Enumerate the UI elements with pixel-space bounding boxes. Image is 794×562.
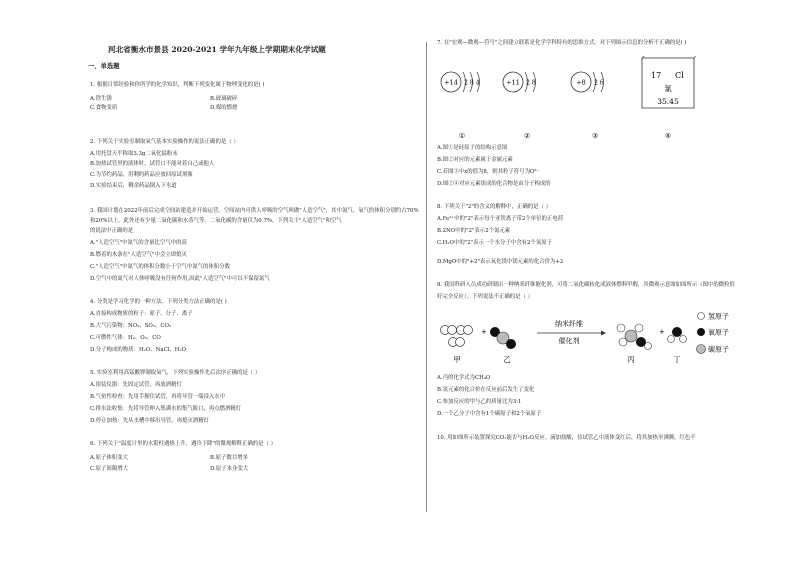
q9-reaction-diagram: [437, 306, 747, 368]
catalyst-bottom-label: 催化剂: [558, 337, 580, 345]
species-label-jia: 甲: [453, 355, 461, 364]
q6-option-c[interactable]: C.原子间隔增大: [90, 466, 128, 472]
q2-option-b[interactable]: B.加热试管里的液体时，试管口不能对着自己或他人: [90, 161, 215, 167]
q9-option-c[interactable]: C.参加反应的甲与乙的质量比为3:1: [437, 399, 522, 405]
q4-option-d[interactable]: D.分子构成的物质：H₂O、NaCl、H₂O: [90, 347, 187, 353]
svg-text:+: +: [481, 328, 487, 336]
q8-option-b[interactable]: B.2NO中的"2"表示2个氮元素: [437, 228, 511, 234]
atom2-nucleus: +11: [506, 78, 520, 87]
q5-option-c[interactable]: C.排水法收集：先将导管伸入集满水的集气瓶口，再点燃酒精灯: [90, 406, 242, 412]
atom-diagram-3: [571, 72, 604, 92]
q5-option-d[interactable]: D.停止加热：先从水槽中移出导管，再熄灭酒精灯: [90, 418, 210, 424]
cell-name: 氯: [664, 84, 672, 93]
svg-text:+: +: [659, 328, 665, 336]
q3-option-b[interactable]: B.燃着的木条在"人造空气"中会立即熄灭: [90, 252, 187, 258]
q7-option-d[interactable]: D.图②④对应元素组成的化合物是由分子构成的: [437, 181, 551, 187]
species-label-yi: 乙: [503, 355, 511, 364]
q2-option-d[interactable]: D.实验结束后，剩余药品倒入下水道: [90, 183, 177, 189]
q8-option-c[interactable]: C.H₂O中的"2"表示一个水分子中含有2个氢原子: [437, 240, 552, 246]
legend-hydrogen: 氢原子: [708, 312, 729, 321]
q3-stem-line2: 和20%以上，此外还有少量二氧化碳和水蒸气等。二氧化碳的含量仅为0.7%，下列关于"人造空气"和空气: [90, 218, 342, 224]
q3-option-c[interactable]: C."人造空气"中氮气的体积分数小于空气中氮气的体积分数: [90, 264, 230, 270]
q4-stem: 4. 分类是学习化学的一种方法。下列分类方法正确的是( ): [90, 299, 227, 305]
cell-number: 17: [651, 71, 662, 80]
atom2-shells: 2 8: [526, 79, 536, 87]
q7-option-c[interactable]: C.若图③中x的值为8，则其粒子符号为O²⁻: [437, 169, 540, 175]
q8-option-a[interactable]: A.Fe²⁺中的"2"表示每个亚铁离子带2个单位的正电荷: [437, 216, 564, 222]
q4-option-b[interactable]: B.大气污染物：NO₂、SO₂、CO₂: [90, 323, 172, 329]
atom-diagram-1: [441, 72, 480, 92]
figure-label-1: ①: [458, 132, 466, 140]
q6-option-b[interactable]: B.原子数目增多: [210, 455, 249, 461]
q7-option-b[interactable]: B.图②对应的元素属于金属元素: [437, 157, 513, 163]
q1-option-b[interactable]: B.玻璃破碎: [210, 96, 238, 102]
periodic-table-cell: [642, 56, 697, 108]
q9-option-d[interactable]: D.一个乙分子中含有1个碳原子和2个氧原子: [437, 411, 542, 417]
q5-stem: 5. 实验室利用高锰酸钾制取氧气，下列实验操作先后次序正确的是（ ）: [90, 370, 261, 376]
atom3-nucleus: +8: [576, 78, 586, 87]
cell-mass: 35.45: [657, 97, 679, 106]
q6-stem: 6. 下列关于"温度计里的水银柱遇热上升，遇冷下降"的微观解释正确的是（ ）: [90, 441, 277, 447]
page-title: 河北省衡水市景县 2020-2021 学年九年级上学期期末化学试题: [108, 45, 326, 54]
q5-option-a[interactable]: A.组装仪器：先固定试管，再放酒精灯: [90, 382, 182, 388]
q6-option-a[interactable]: A.原子体积变大: [90, 455, 128, 461]
species-bing: [617, 324, 652, 364]
q2-stem: 2. 下列关于实验室制取氧气基本实验操作的说法正确的是（ ）: [90, 139, 239, 145]
q9-option-b[interactable]: B.氢元素的化合价在反应前后发生了变化: [437, 387, 535, 393]
figure-label-3: ③: [591, 132, 599, 140]
q2-option-a[interactable]: A.用托盘天平称取3.3g二氧化锰粉末: [90, 151, 178, 157]
atom-legend: [697, 312, 730, 354]
q7-stem: 7. 在"宏观—微观—符号"之间建立联系是化学学科特有的思维方式。对下列图示信息的分析不正确的是( ): [437, 40, 687, 46]
species-jia: [441, 326, 473, 365]
q8-option-d[interactable]: D.MgO中的"+2"表示氧化镁中镁元素的化合价为+2: [437, 259, 564, 265]
figure-label-2: ②: [523, 132, 531, 140]
cell-symbol: Cl: [675, 71, 684, 80]
catalyst-arrow: [537, 319, 606, 345]
species-label-ding: 丁: [673, 355, 681, 364]
q7-figure: [437, 56, 697, 146]
q2-option-c[interactable]: C.为节约药品，用剩的药品应放回原试剂瓶: [90, 172, 193, 178]
q1-stem: 1. 根据日常经验和你所学的化学知识，判断下列变化属于物理变化的是( ): [90, 82, 265, 88]
atom-diagram-2: [503, 72, 536, 92]
figure-label-4: ④: [664, 132, 672, 140]
q5-option-b[interactable]: B.气密性检查：先用手握住试管，再将导管一端浸入水中: [90, 394, 226, 400]
section-heading: 一、单选题: [88, 63, 120, 70]
q4-option-a[interactable]: A.直接构成物质的粒子：原子、分子、离子: [90, 311, 193, 317]
q1-option-c[interactable]: C.食物变质: [90, 105, 118, 111]
q7-option-a[interactable]: A.图①是硅原子的结构示意图: [437, 145, 508, 151]
q6-option-d[interactable]: D.原子本身变大: [210, 466, 249, 472]
q10-stem: 10. 用如图所示装置探究CO₂能否与H₂O反应。滴加盐酸，待试管乙中液体变红后，将其加热至沸腾，红色不: [437, 435, 696, 441]
atom3-shells: 2 6: [594, 79, 604, 87]
q1-option-d[interactable]: D.煤的燃烧: [210, 105, 238, 111]
species-yi: [490, 327, 516, 364]
q9-option-a[interactable]: A.丙的化学式为CH₄O: [437, 375, 491, 381]
q8-stem: 8. 下列关于"2"的含义的解释中，正确的是（ ）: [437, 204, 551, 210]
atom1-shells: 2 8 4: [464, 79, 480, 87]
q3-option-a[interactable]: A."人造空气"中氮气的含量比空气中的高: [90, 240, 187, 246]
species-ding: [668, 327, 687, 364]
legend-carbon: 碳原子: [708, 345, 729, 354]
species-label-bing: 丙: [627, 355, 635, 364]
q3-stem-line1: 3. 我国计划在2022年前后完成空间站建造并开始运营。空间站内可供人呼吸的空气叫做"人造空气"，其中氮气、氧气的体积分别约占70%: [90, 208, 419, 214]
catalyst-top-label: 纳米纤维: [555, 320, 583, 328]
q9-stem-line1: 9. 我国科研人员成功研制出一种纳米纤维催化剂，可将二氧化碳转化成液体燃料甲醇，其微观示意图如图所示（图中的微粒恰: [437, 282, 735, 288]
atom1-nucleus: +14: [444, 78, 458, 87]
q1-option-a[interactable]: A.铁生锈: [90, 96, 112, 102]
q4-option-c[interactable]: C.可燃性气体：H₂、O₂、CO: [90, 335, 161, 341]
q3-option-d[interactable]: D.空气中的氮气对人体呼吸没有任何作用,因此"人造空气"中可以不保留氮气: [90, 276, 270, 282]
legend-oxygen: 氧原子: [708, 328, 729, 337]
column-divider: [426, 42, 427, 512]
q9-stem-line2: 好完全反应）。下列说法不正确的是（ ）: [437, 294, 534, 300]
q3-stem-line3: 的说法中正确的是: [90, 228, 134, 234]
